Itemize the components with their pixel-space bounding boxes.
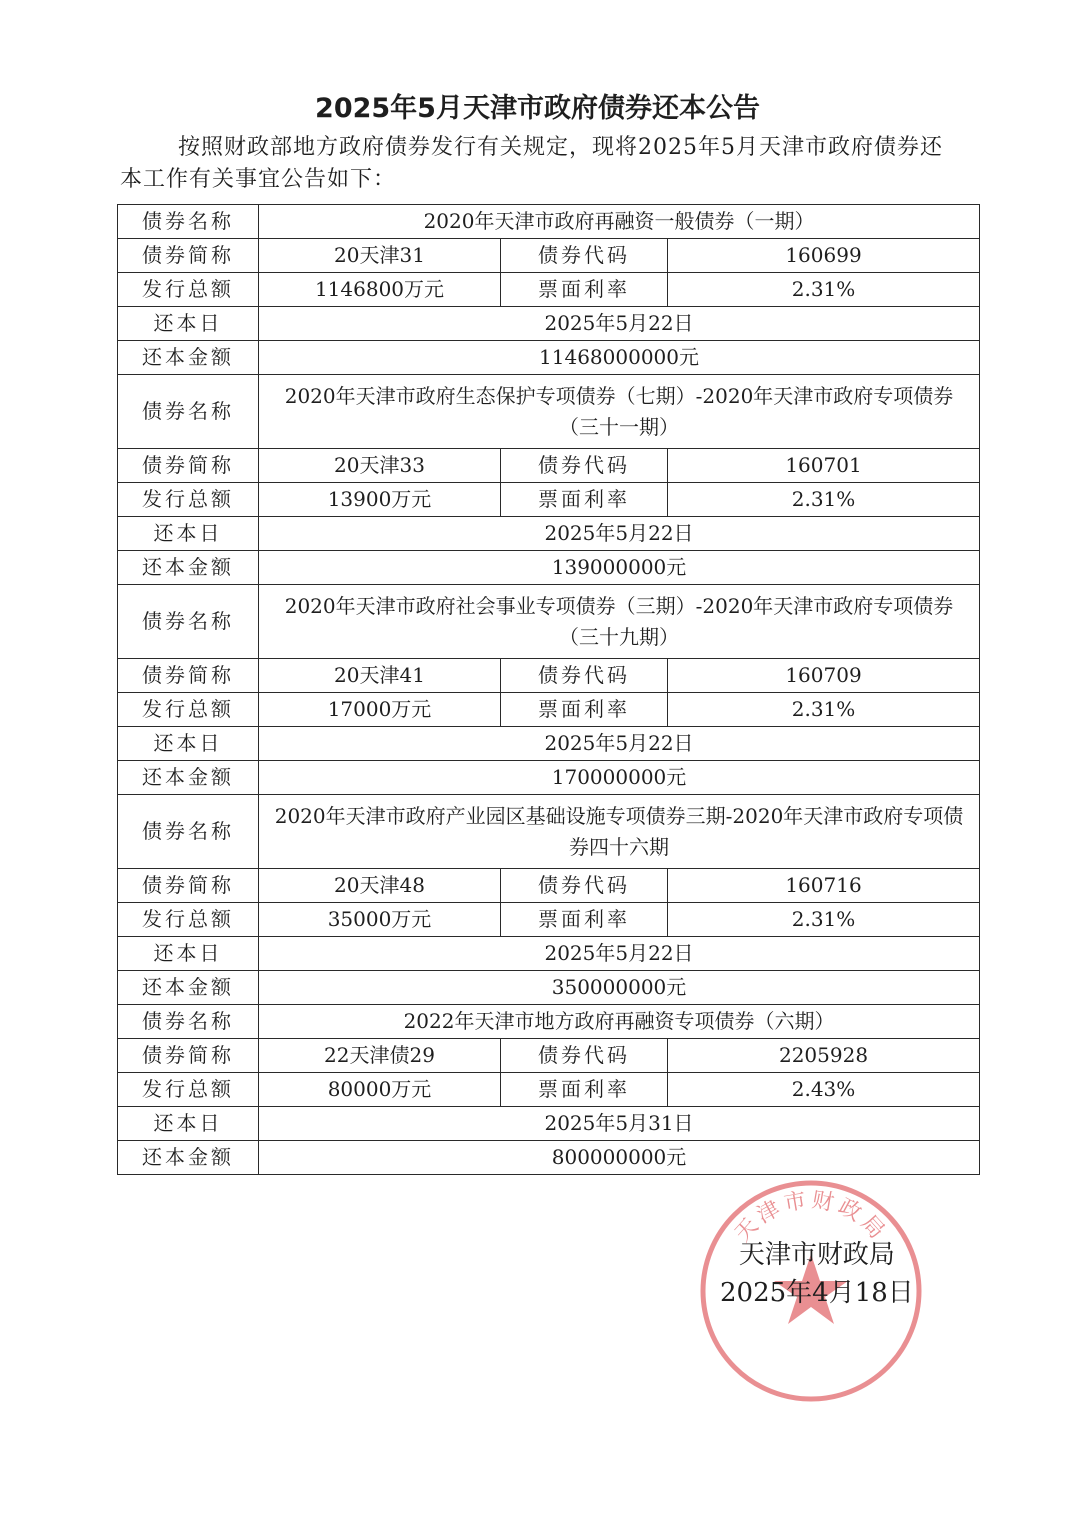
bond-coupon-rate: 2.31%	[668, 903, 980, 937]
bond-date-row	[118, 307, 980, 341]
label-issue-amount: 发行总额	[118, 273, 259, 307]
label-repay-amount: 还本金额	[118, 971, 259, 1005]
bond-repay-amount: 350000000元	[259, 971, 980, 1005]
label-bond-name: 债券名称	[118, 585, 259, 659]
bond-short-name: 20天津31	[259, 239, 501, 273]
bond-short-row	[118, 449, 980, 483]
label-bond-short: 债券简称	[118, 239, 259, 273]
bond-coupon-rate: 2.31%	[668, 483, 980, 517]
bond-coupon-rate: 2.43%	[668, 1073, 980, 1107]
label-bond-short: 债券简称	[118, 449, 259, 483]
bond-code: 160701	[668, 449, 980, 483]
label-issue-amount: 发行总额	[118, 483, 259, 517]
bond-amount-row	[118, 483, 980, 517]
bond-short-row	[118, 239, 980, 273]
label-bond-name: 债券名称	[118, 375, 259, 449]
signature-org: 天津市财政局	[738, 1240, 895, 1270]
bond-code: 2205928	[668, 1039, 980, 1073]
bond-repay-amount: 11468000000元	[259, 341, 980, 375]
label-bond-code: 债券代码	[501, 659, 668, 693]
bond-repay-amount: 800000000元	[259, 1141, 980, 1175]
label-coupon-rate: 票面利率	[501, 1073, 668, 1107]
label-bond-code: 债券代码	[501, 239, 668, 273]
page-title: 2025年5月天津市政府债券还本公告	[315, 93, 760, 124]
bond-name-row	[118, 795, 980, 869]
bond-name-row	[118, 585, 980, 659]
bond-repay-row	[118, 551, 980, 585]
label-repay-amount: 还本金额	[118, 551, 259, 585]
bond-name: 2022年天津市地方政府再融资专项债券（六期）	[259, 1005, 980, 1039]
label-repay-date: 还本日	[118, 727, 259, 761]
label-repay-amount: 还本金额	[118, 1141, 259, 1175]
bond-table	[117, 204, 980, 1175]
bond-repay-amount: 139000000元	[259, 551, 980, 585]
label-bond-short: 债券简称	[118, 1039, 259, 1073]
bond-short-name: 20天津48	[259, 869, 501, 903]
bond-coupon-rate: 2.31%	[668, 693, 980, 727]
bond-issue-amount: 35000万元	[259, 903, 501, 937]
bond-repay-date: 2025年5月31日	[259, 1107, 980, 1141]
bond-coupon-rate: 2.31%	[668, 273, 980, 307]
label-issue-amount: 发行总额	[118, 1073, 259, 1107]
signature-date: 2025年4月18日	[720, 1278, 914, 1308]
bond-name: 2020年天津市政府社会事业专项债券（三期）-2020年天津市政府专项债券（三十九期）	[259, 585, 980, 659]
bond-issue-amount: 17000万元	[259, 693, 501, 727]
bond-date-row	[118, 1107, 980, 1141]
bond-repay-row	[118, 341, 980, 375]
intro-paragraph: 按照财政部地方政府债券发行有关规定，现将2025年5月天津市政府债券还本工作有关事宜公告如下：	[120, 135, 943, 192]
bond-code: 160709	[668, 659, 980, 693]
svg-text:天津市财政局: 天津市财政局	[730, 1187, 892, 1247]
bond-name-row	[118, 375, 980, 449]
label-coupon-rate: 票面利率	[501, 483, 668, 517]
bond-short-name: 22天津债29	[259, 1039, 501, 1073]
label-bond-code: 债券代码	[501, 1039, 668, 1073]
bond-amount-row	[118, 1073, 980, 1107]
label-bond-code: 债券代码	[501, 869, 668, 903]
label-issue-amount: 发行总额	[118, 693, 259, 727]
label-coupon-rate: 票面利率	[501, 693, 668, 727]
label-issue-amount: 发行总额	[118, 903, 259, 937]
label-bond-short: 债券简称	[118, 869, 259, 903]
bond-repay-row	[118, 761, 980, 795]
bond-name: 2020年天津市政府产业园区基础设施专项债券三期-2020年天津市政府专项债券四十六期	[259, 795, 980, 869]
bond-repay-row	[118, 971, 980, 1005]
bond-name-row	[118, 1005, 980, 1039]
bond-amount-row	[118, 903, 980, 937]
label-repay-date: 还本日	[118, 937, 259, 971]
label-bond-code: 债券代码	[501, 449, 668, 483]
bond-repay-amount: 170000000元	[259, 761, 980, 795]
bond-short-row	[118, 869, 980, 903]
bond-repay-date: 2025年5月22日	[259, 517, 980, 551]
label-bond-short: 债券简称	[118, 659, 259, 693]
label-bond-name: 债券名称	[118, 1005, 259, 1039]
label-bond-name: 债券名称	[118, 205, 259, 239]
bond-short-name: 20天津41	[259, 659, 501, 693]
label-bond-name: 债券名称	[118, 795, 259, 869]
bond-repay-row	[118, 1141, 980, 1175]
label-repay-date: 还本日	[118, 517, 259, 551]
bond-name: 2020年天津市政府生态保护专项债券（七期）-2020年天津市政府专项债券（三十一期）	[259, 375, 980, 449]
label-repay-date: 还本日	[118, 307, 259, 341]
bond-short-name: 20天津33	[259, 449, 501, 483]
bond-repay-date: 2025年5月22日	[259, 727, 980, 761]
label-repay-amount: 还本金额	[118, 761, 259, 795]
bond-name: 2020年天津市政府再融资一般债券（一期）	[259, 205, 980, 239]
label-coupon-rate: 票面利率	[501, 903, 668, 937]
signature-block	[720, 1236, 914, 1312]
bond-issue-amount: 1146800万元	[259, 273, 501, 307]
bond-amount-row	[118, 273, 980, 307]
bond-issue-amount: 80000万元	[259, 1073, 501, 1107]
bond-short-row	[118, 1039, 980, 1073]
bond-date-row	[118, 727, 980, 761]
bond-short-row	[118, 659, 980, 693]
bond-repay-date: 2025年5月22日	[259, 307, 980, 341]
label-repay-amount: 还本金额	[118, 341, 259, 375]
bond-amount-row	[118, 693, 980, 727]
bond-issue-amount: 13900万元	[259, 483, 501, 517]
bond-code: 160699	[668, 239, 980, 273]
bond-date-row	[118, 517, 980, 551]
bond-code: 160716	[668, 869, 980, 903]
bond-repay-date: 2025年5月22日	[259, 937, 980, 971]
label-repay-date: 还本日	[118, 1107, 259, 1141]
bond-name-row	[118, 205, 980, 239]
label-coupon-rate: 票面利率	[501, 273, 668, 307]
bond-date-row	[118, 937, 980, 971]
